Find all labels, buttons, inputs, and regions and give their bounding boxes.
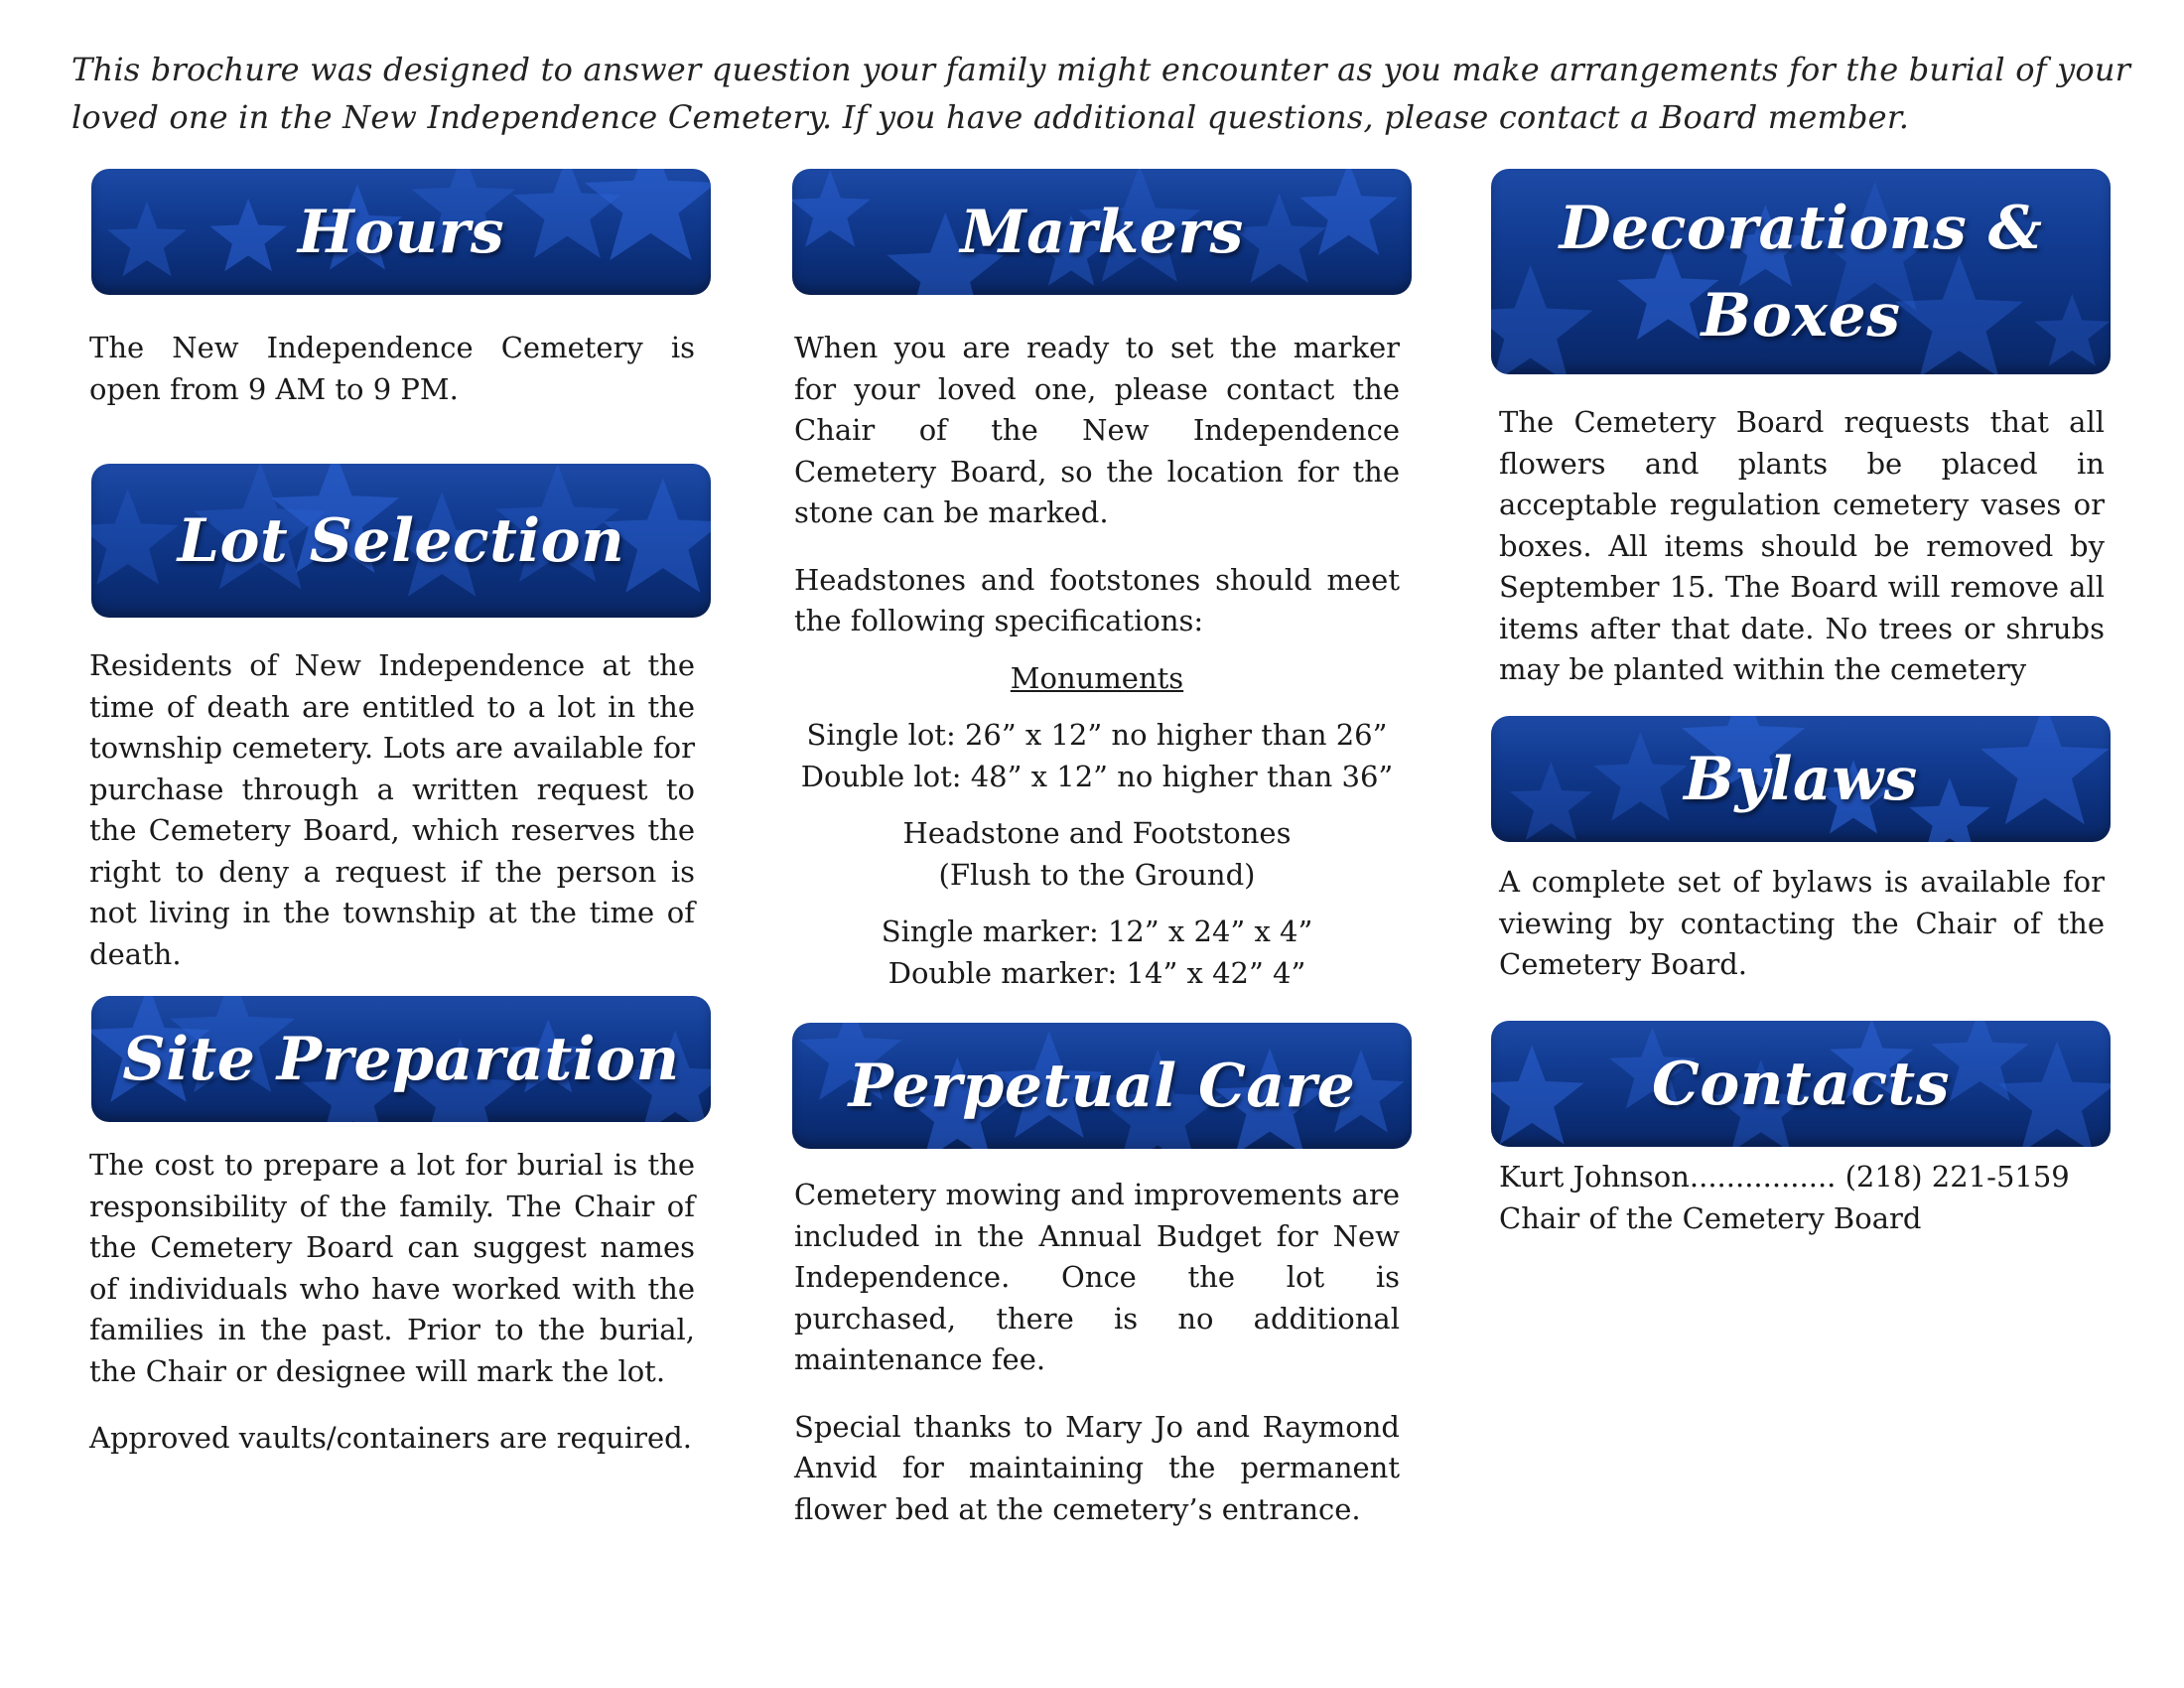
star-shape — [1491, 265, 1593, 374]
perpetual-care-paragraph-1: Cemetery mowing and improvements are included in the Annual Budget for New Independence. Once the lot is purchased, there is no additional maintenance fee. — [794, 1178, 1400, 1376]
star-shape — [1299, 169, 1398, 255]
flush-heading-line-2: (Flush to the Ground) — [938, 857, 1256, 892]
site-preparation-paragraph-2: Approved vaults/containers are required. — [89, 1421, 692, 1455]
intro-text — [71, 46, 2136, 141]
contacts-text — [1499, 1157, 2134, 1239]
decorations-text: The Cemetery Board requests that all flowers and plants be placed in acceptable regulation cemetery vases or boxes. All items should be removed by September 15. The Board will remove all items after that date. No trees or shrubs may be planted within the cemetery — [1499, 405, 2105, 686]
double-lot-spec: Double lot: 48” x 12” no higher than 36” — [800, 759, 1394, 793]
star-shape — [1909, 777, 1990, 842]
perpetual-care-banner — [792, 1023, 1412, 1149]
contact-role: Chair of the Cemetery Board — [1499, 1200, 1922, 1235]
star-shape — [91, 489, 179, 585]
site-preparation-paragraph-1: The cost to prepare a lot for burial is the responsibility of the family. The Chair of the Cemetery Board can suggest names of individuals who have worked with the families in the past. Prior to the burial, the Chair or designee will mark the lot. — [89, 1148, 695, 1388]
decorations-title-line-2: Boxes — [1701, 280, 1901, 351]
bylaws-banner — [1491, 716, 2111, 842]
site-preparation-banner — [91, 996, 711, 1122]
bylaws-text: A complete set of bylaws is available for viewing by contacting the Chair of the Cemetery Board. — [1499, 865, 2105, 981]
star-shape — [1980, 716, 2110, 824]
double-marker-spec: Double marker: 14” x 42” 4” — [887, 955, 1306, 990]
intro-line-1: This brochure was designed to answer question your family might encounter as you make arrangements for the burial of your — [71, 51, 2131, 88]
bylaws-title: Bylaws — [1684, 744, 1918, 814]
perpetual-care-text — [794, 1175, 1400, 1530]
single-marker-spec: Single marker: 12” x 24” x 4” — [881, 914, 1313, 948]
perpetual-care-paragraph-2: Special thanks to Mary Jo and Raymond Anvid for maintaining the permanent flower bed at the cemetery’s entrance. — [794, 1409, 1400, 1526]
contact-name-phone: Kurt Johnson................ (218) 221-5159 — [1499, 1160, 2070, 1194]
monuments-heading: Monuments — [1010, 660, 1184, 695]
hours-text: The New Independence Cemetery is open from 9 AM to 9 PM. — [89, 331, 695, 406]
markers-banner — [792, 169, 1412, 295]
contacts-banner — [1491, 1021, 2111, 1147]
star-shape — [1510, 762, 1592, 840]
lot-selection-title: Lot Selection — [177, 505, 625, 576]
star-shape — [792, 170, 871, 247]
flush-heading-line-1: Headstone and Footstones — [902, 816, 1292, 850]
single-lot-spec: Single lot: 26” x 12” no higher than 26” — [806, 718, 1388, 752]
star-shape — [585, 169, 711, 260]
intro-line-2: loved one in the New Independence Cemetery. If you have additional questions, please contact a Board member. — [71, 98, 1910, 136]
decorations-banner — [1491, 169, 2111, 374]
contacts-title: Contacts — [1651, 1049, 1950, 1119]
hours-title: Hours — [297, 197, 505, 267]
markers-paragraph-1: When you are ready to set the marker for your loved one, please contact the Chair of the New Independence Cemetery Board, so the location for the stone can be marked. — [794, 331, 1400, 529]
markers-text — [794, 328, 1400, 994]
star-shape — [107, 202, 187, 277]
site-preparation-title: Site Preparation — [122, 1024, 680, 1094]
site-preparation-text — [89, 1145, 695, 1460]
lot-selection-banner — [91, 464, 711, 618]
star-shape — [2034, 294, 2110, 366]
decorations-title-line-1: Decorations & — [1559, 193, 2043, 263]
hours-banner — [91, 169, 711, 295]
star-shape — [1895, 255, 2023, 374]
lot-selection-text: Residents of New Independence at the time of death are entitled to a lot in the township cemetery. Lots are available for purchase through a written request to the Cemetery Board, which reserves the right to deny a request if the person is not living in the township at the time of death. — [89, 648, 695, 971]
markers-title: Markers — [960, 197, 1244, 267]
star-shape — [1998, 1042, 2111, 1148]
perpetual-care-title: Perpetual Care — [848, 1051, 1356, 1121]
star-shape — [1491, 1045, 1584, 1144]
markers-paragraph-2: Headstones and footstones should meet the following specifications: — [794, 562, 1400, 637]
star-shape — [1593, 732, 1688, 821]
star-shape — [209, 199, 286, 272]
